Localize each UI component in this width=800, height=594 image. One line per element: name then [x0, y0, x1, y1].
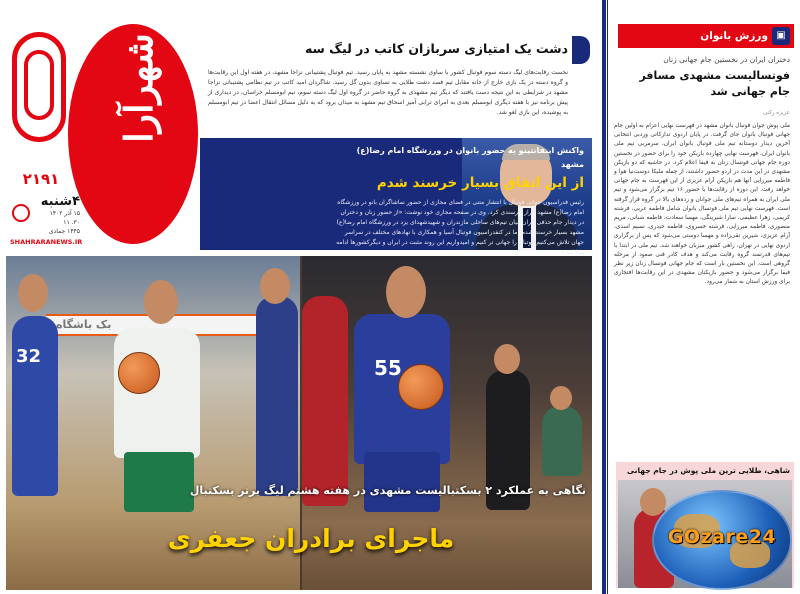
photo-caption: نگاهی به عملکرد ۲ بسکتبالیست مشهدی در هفته هشتم لیگ برتر بسکتبال: [189, 484, 586, 497]
weekday: ۴شنبه: [40, 194, 80, 209]
masthead: [6, 6, 202, 250]
jersey-number: 32: [16, 346, 42, 367]
right-box-headline[interactable]: شاهی، طلایی ترین ملی پوش در جام جهانی: [627, 466, 790, 475]
masthead-title: شهرآرا: [116, 33, 161, 143]
jersey-number: 55: [374, 356, 402, 380]
story-lig-seh: [200, 34, 590, 130]
section-tag: [618, 24, 794, 48]
right-body: ملی پوش جوان فوتبال بانوان مشهد در فهرست نهایی اعزام به اولین جام جهانی فوتبال بانوان جای گرفت. در پایان اردوی تدارکاتی وردبی انتخابی آخرین دیدار دوستانه تیم ملی فوتبال بانوان ایران، سرمربی تیم ملی بانوان ایران، فهرست نهایی چهارده بازیکن خود را برای حضور در نخستین دوره جام جهانی فوتسال زنان به فیفا اعلام کرد. در حاشیه که دو بازیکن مشهدی در این مدت در اردو حضور داشتند، از جمله ملیکا دوست‌نیا هوا و فاطمه میرزایی آنها هم بازیکن آرام عزیزی از این فهرست به جام جهانی خواهد رفت. این دوره از رقابت‌ها با حضور ۱۶ تیم برگزار می‌شود و تیم ملی ایران به همراه تیم‌های ملی جوانان و رده‌های بالا در گروه قرار گرفته است. فهرست نهایی تیم ملی فوتسال بانوان شامل فاطمه عربی، فرشته کریمی، زهرا عظیمی، سارا شیرینگی، مهسا سعادت، فاطمه شبانی، مریم منصوری، فاطمه میرزایی، فرشته خسروی، فاطمه حیدری، نسیم اسدی، آرام عزیزی، شیرین تقی‌زاده و مهسا دوستی می‌شود که پس از برگزاری اردوی نهایی در تهران، راهی کشور میزبان خواهند شد. تیم ملی در ابتدا با تیم‌های قدرتمند گروه رقابت می‌کند و هدف کادر فنی صعود از مرحله گروهی است. این نخستین بار است که جام جهانی فوتسال زنان زیر نظر فیفا برگزار می‌شود و حضور بازیکنان مشهدی در این رقابت‌ها افتخاری برای ورزش استان به شمار می‌رود.: [614, 123, 790, 286]
byline: عزیزه رکنی: [762, 110, 790, 116]
date-line: ۳۰. ۱۱: [63, 219, 80, 226]
story2-headline[interactable]: از این اتفاق بسیار خرسند شدم: [376, 175, 584, 191]
arena-banner: بک باشگاه: [46, 316, 256, 334]
story-infantino: [200, 138, 592, 256]
story2-kicker: واکنش اینفانتینو به حضور بانوان در ورزشگاه امام رضا(ع) مشهد: [356, 146, 584, 169]
masthead-ornament: [10, 26, 70, 146]
story2-body: رئیس فدراسیون جهانی فوتبال با انتشار متنی در فضای مجازی از حضور تماشاگران بانو در ورزشگاه امام رضا(ع) مشهد ابراز خرسندی کرد. وی در صفحه مجازی خود نوشت: «از حضور زنان و دختران در دیدار جام حذفی ایران میان تیم‌های ساحلی مازندران و شهیدشهدای یزد در ورزشگاه امام رضا(ع) مشهد بسیار خرسند شدم. ما در کنفدراسیون فوتبال آسیا و همکاری با نهادهای مختلف در سراسر جهان تلاش می‌کنیم فوتبال را جهانی تر کنیم و امیدواریم این روند مثبت در ایران و دیگرکشورها ادامه پیدا کند.»: [336, 199, 584, 256]
issue-number: ۲۱۹۱: [22, 170, 60, 188]
right-headline[interactable]: فوتسالیست مشهدی مسافر جام جهانی شد: [639, 69, 790, 98]
headline-accent-bar: [572, 36, 590, 64]
right-kicker: دختران ایران در نخستین جام جهانی زنان: [663, 55, 790, 64]
story1-body: نخست رقابت‌های لیگ دسته سوم فوتبال کشور با ساوی نشسته مشهد به پایان رسید. تیم فوتبال پشتیبانی نزاجا مشهد، در هفته اول این رقابت‌ها و گروه دسته در یک بازی خارج از خانه مقابل تیم فصد دشت طلایی به تساوی بدون گل رسید. شاگردان امید کاتب در تیم نظامی پشتیبانی نزاجا مشهد در شرایطی به این نتیجه دست یافتند که دیگر تیم مشهدی به گروه حاضر در گروه اول لیگ دسته سوم، تیم ابومسلم خراسان، در دیداری از پیش برنامه نیز با هفته دیگری ابومسلم بعدی به امرای ترابی آمیز اسحاق تیم مشهد به میدان برود که به دلیل مسائل انتقال اعضا در تیم ابومسلم به پوشیده، این بازی لغو شد.: [208, 69, 568, 116]
main-headline[interactable]: ماجرای برادران جعفری: [167, 524, 455, 553]
column-divider: [602, 0, 606, 594]
column-divider: [607, 0, 608, 594]
date-line: ۱۵ آذر ۱۴۰۲: [49, 210, 80, 217]
date-line: ۱۴۴۵ جمادی: [48, 228, 80, 235]
story2-text: [334, 144, 584, 258]
website-url[interactable]: SHAHRARANEWS.IR: [10, 238, 83, 246]
section-icon: ▣: [772, 27, 790, 45]
watermark-text: GOzare24: [667, 526, 777, 548]
story1-headline[interactable]: دشت یک امتیازی سربازان کاتب در لیگ سه: [304, 41, 568, 56]
section-label: ورزش بانوان: [700, 30, 768, 42]
main-photo: [6, 256, 592, 590]
date-block: [10, 194, 80, 236]
